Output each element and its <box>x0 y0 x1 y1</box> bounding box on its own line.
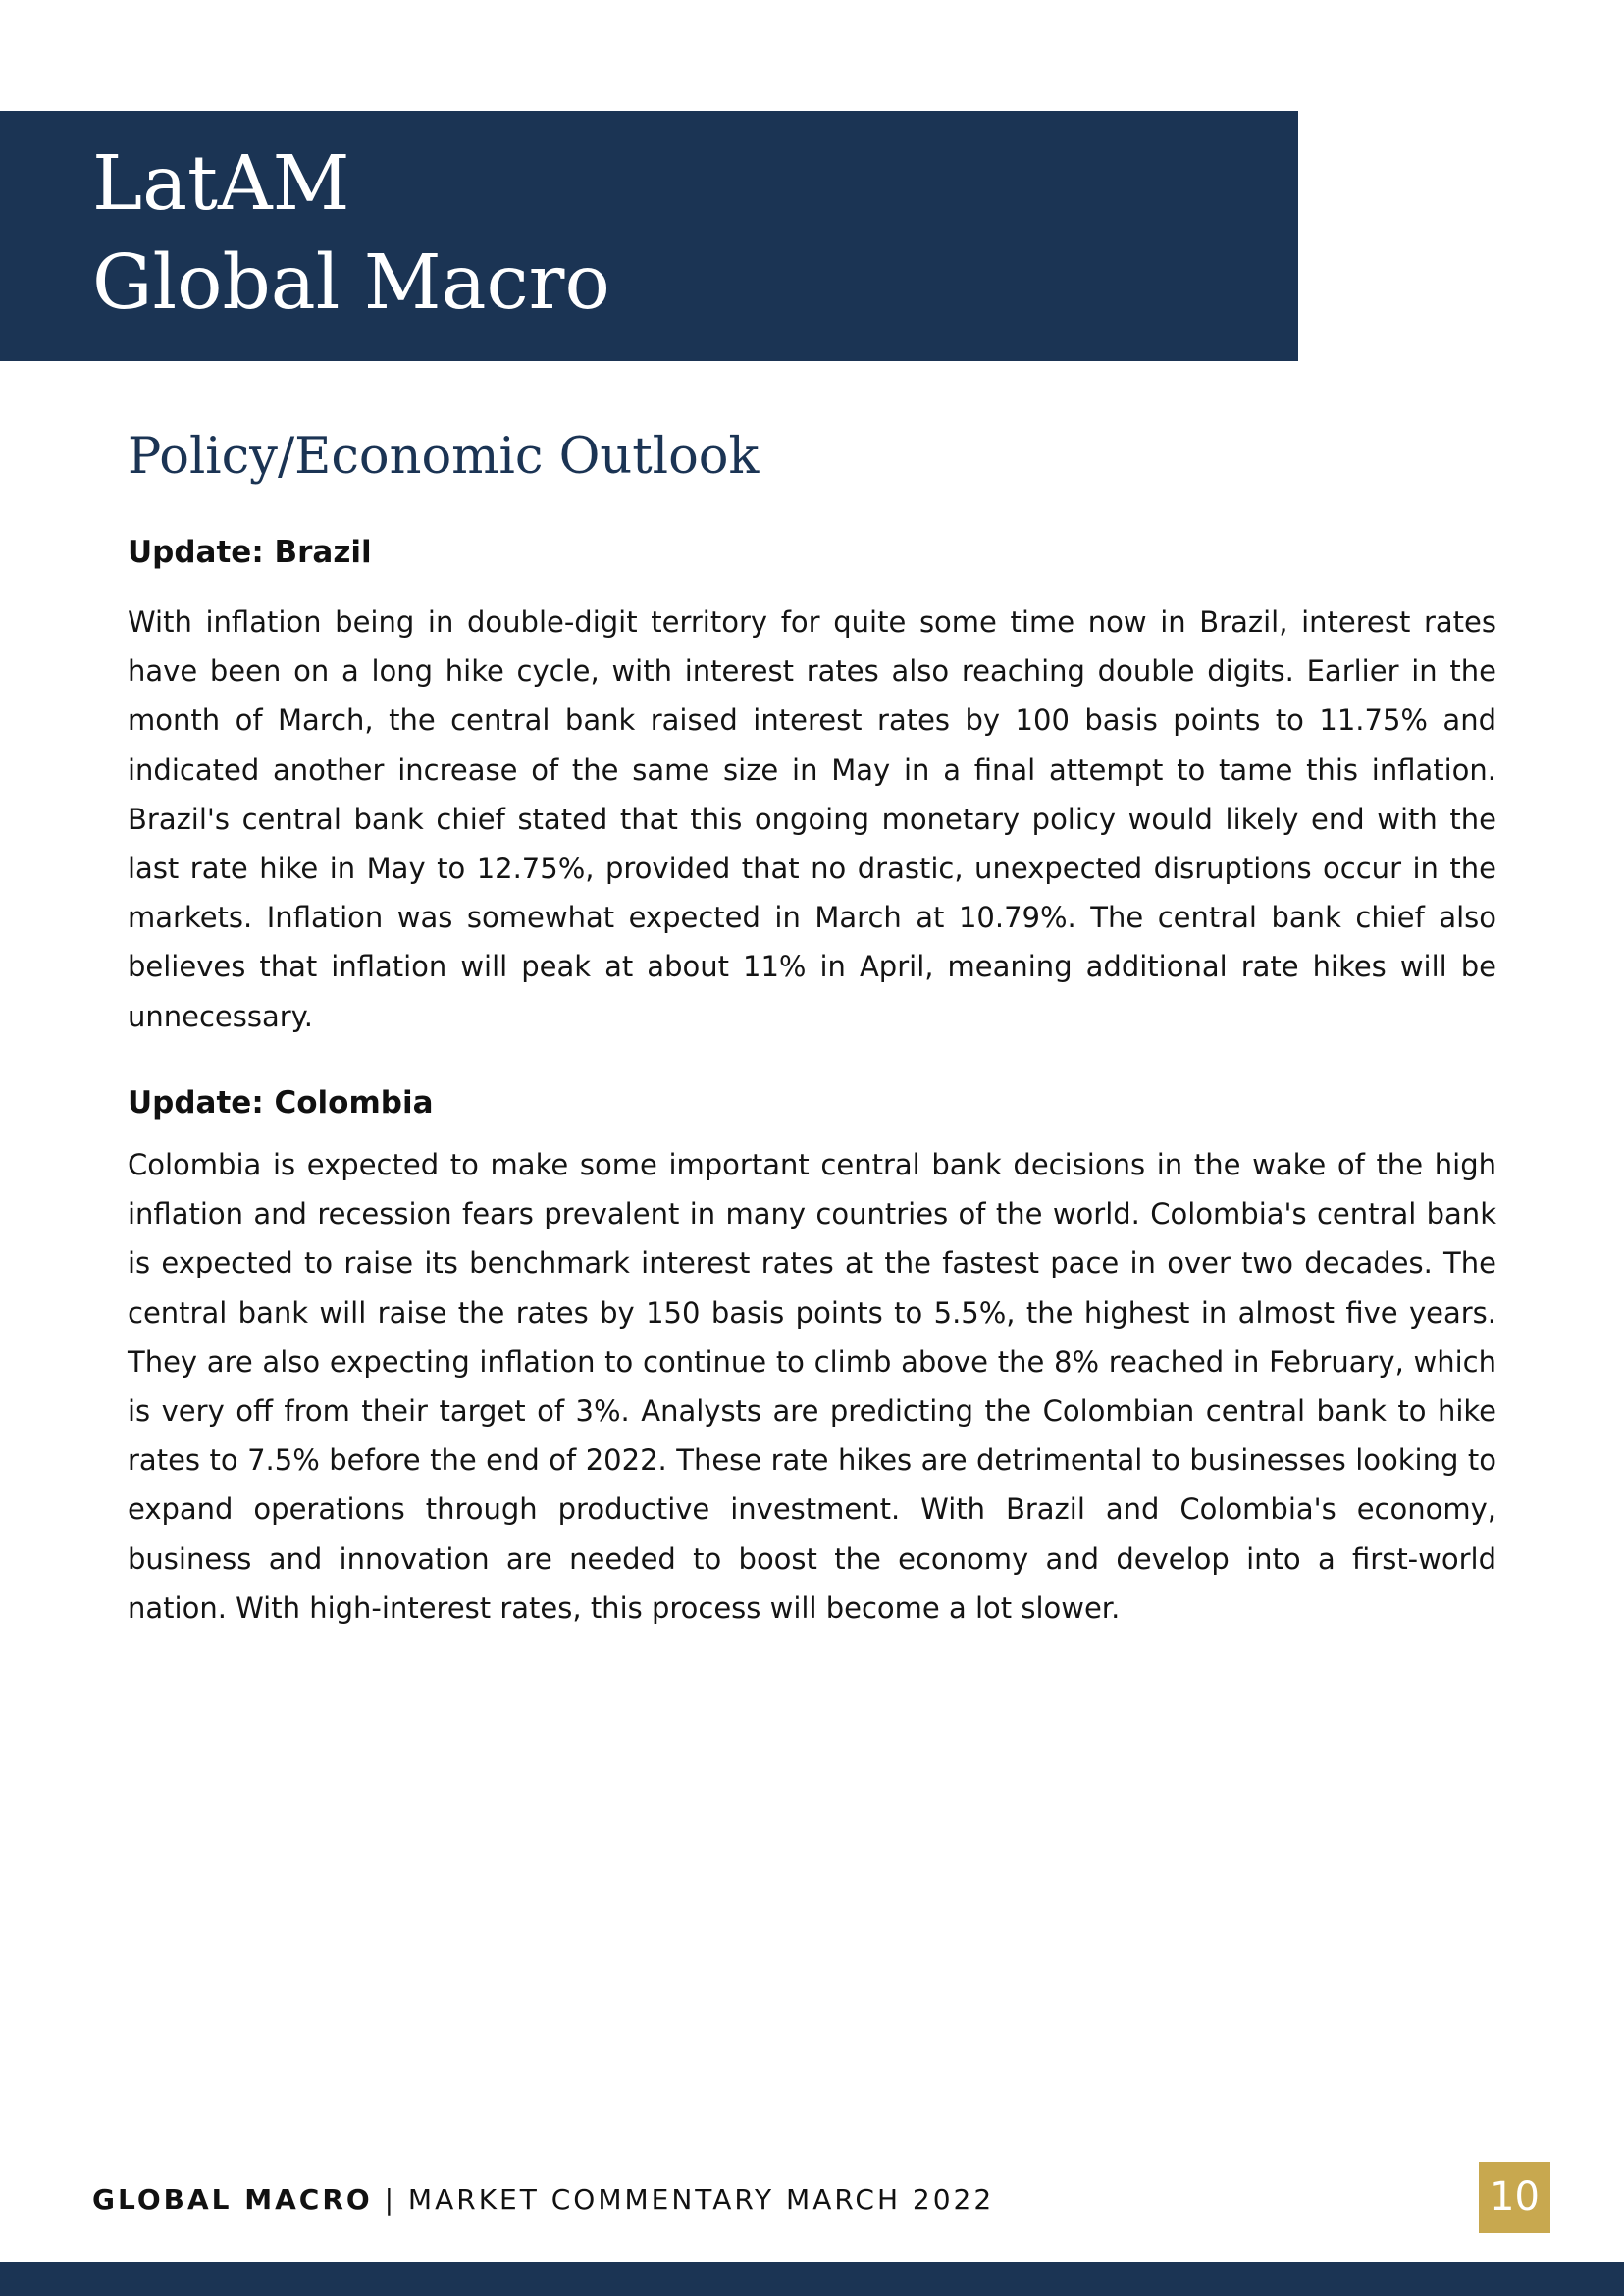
footer-label: MARKET COMMENTARY MARCH 2022 <box>407 2183 995 2216</box>
report-title-line-2: Global Macro <box>92 239 610 327</box>
footer-text <box>92 2182 994 2218</box>
colombia-paragraph: Colombia is expected to make some important central bank decisions in the wake of the high inflation and recession fears prevalent in many countries of the world. Colombia's central bank is expected to raise its benchmark interest rates at the fastest pace in over two decades. The central bank will raise the rates by 150 basis points to 5.5%, the highest in almost five years. They are also expecting inflation to continue to climb above the 8% reached in February, which is very off from their target of 3%. Analysts are predicting the Colombian central bank to hike rates to 7.5% before the end of 2022. These rate hikes are detrimental to businesses looking to expand operations through productive investment. With Brazil and Colombia's economy, business and innovation are needed to boost the economy and develop into a first-world nation. With high-interest rates, this process will become a lot slower. <box>128 1148 1496 1625</box>
brazil-subheading: Update: Brazil <box>128 535 372 570</box>
section-heading: Policy/Economic Outlook <box>128 428 760 486</box>
bottom-band <box>0 2262 1624 2296</box>
footer-brand: GLOBAL MACRO <box>92 2183 373 2216</box>
page-number-badge: 10 <box>1479 2162 1550 2233</box>
footer-separator: | <box>372 2183 408 2216</box>
colombia-subheading: Update: Colombia <box>128 1085 434 1121</box>
report-title-line-1: LatAM <box>92 140 350 228</box>
brazil-paragraph: With inflation being in double-digit territory for quite some time now in Brazil, interest rates have been on a long hike cycle, with interest rates also reaching double digits. Earlier in the month of March, the central bank raised interest rates by 100 basis points to 11.75% and indicated another increase of the same size in May in a final attempt to tame this inflation. Brazil's central bank chief stated that this ongoing monetary policy would likely end with the last rate hike in May to 12.75%, provided that no drastic, unexpected disruptions occur in the markets. Inflation was somewhat expected in March at 10.79%. The central bank chief also believes that inflation will peak at about 11% in April, meaning additional rate hikes will be unnecessary. <box>128 605 1496 1033</box>
